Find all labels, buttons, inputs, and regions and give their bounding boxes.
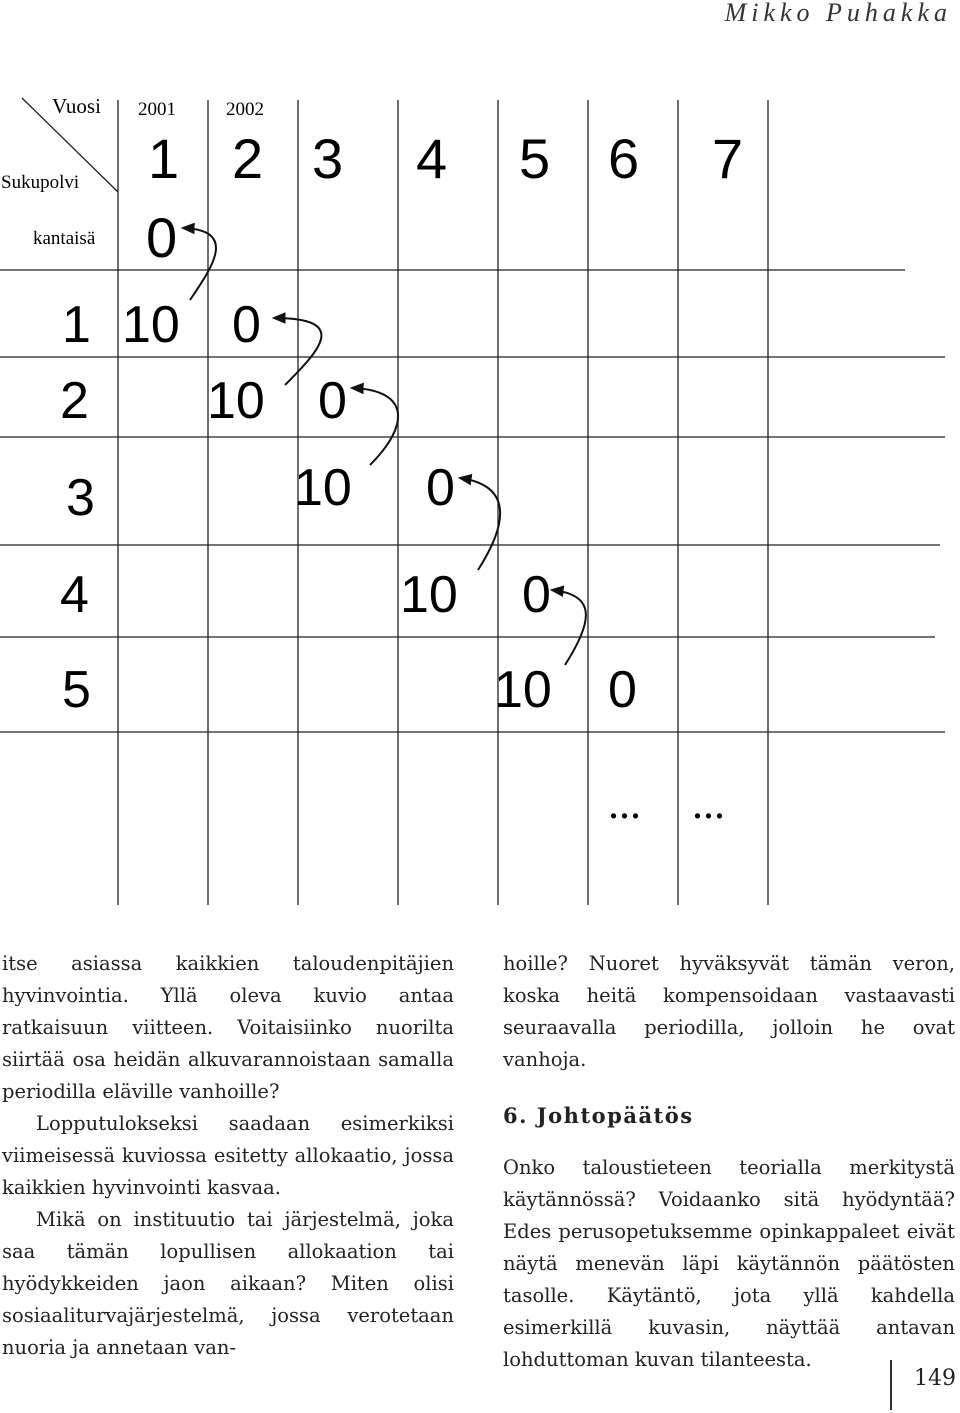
year-label: 2001: [138, 99, 176, 120]
right-column: [503, 948, 955, 1376]
page-number-rule: [890, 1360, 892, 1410]
paragraph: Mikä on instituutio tai järjestelmä, joka saa tämän lopullisen allokaation tai hyödykkeiden jaon aikaan? Miten olisi sosiaaliturvajärjestelmä, jossa verotetaan nuoria ja annetaan van-: [2, 1208, 454, 1359]
generation-label: 2: [60, 372, 89, 430]
ancestor-value: 0: [146, 206, 178, 269]
running-head: Mikko Puhakka: [724, 0, 952, 27]
old-endowment: 0: [522, 566, 551, 624]
paragraph: itse asiassa kaikkien taloudenpitäjien hyvinvointia. Yllä oleva kuvio antaa ratkaisuun viitteen. Voitaisiinko nuorilta siirtää osa heidän alkuvarannoistaan samalla periodilla eläville vanhoille?: [2, 952, 454, 1103]
period-number: 4: [416, 127, 448, 190]
generation-label: 3: [66, 469, 95, 527]
transfer-arrow: [183, 228, 216, 300]
generation-label: 1: [62, 296, 91, 354]
ellipsis: ...: [692, 779, 725, 828]
paragraph: Lopputulokseksi saadaan esimerkiksi viimeisessä kuviossa esitetty allokaatio, jossa kaikkien hyvinvointi kasvaa.: [2, 1112, 454, 1199]
old-endowment: 0: [426, 459, 455, 517]
period-number: 5: [519, 127, 551, 190]
transfer-arrow: [352, 388, 398, 465]
paragraph: Onko taloustieteen teorialla merkitystä käytännössä? Voidaanko sitä hyödyntää? Edes perusopetuksemme opinkappaleet eivät näytä menevän läpi käytännön päätösten tasolle. Käytäntö, jota yllä kahdella esimerkillä kuvasin, näyttää antavan lohduttoman kuvan tilanteesta.: [503, 1156, 955, 1371]
period-number: 7: [712, 127, 744, 190]
paragraph: hoille? Nuoret hyväksyvät tämän veron, koska heitä kompensoidaan vastaavasti seuraavalla periodilla, jolloin he ovat vanhoja.: [503, 952, 955, 1071]
page-number: 149: [914, 1366, 956, 1391]
ellipsis: ...: [608, 779, 641, 828]
left-column: [2, 948, 454, 1364]
transfer-arrow: [552, 590, 586, 665]
year-axis-label: Vuosi: [52, 94, 101, 118]
section-heading: 6. Johtopäätös: [503, 1103, 694, 1128]
generation-label: 5: [62, 661, 91, 719]
young-endowment: 10: [294, 459, 352, 517]
transfer-arrow: [460, 478, 500, 570]
period-number: 2: [232, 127, 264, 190]
period-number: 1: [148, 127, 180, 190]
period-number: 6: [608, 127, 640, 190]
generation-axis-label: Sukupolvi: [1, 172, 80, 193]
young-endowment: 10: [207, 372, 265, 430]
generation-label: 4: [60, 566, 89, 624]
period-numbers: [148, 127, 743, 190]
period-number: 3: [312, 127, 344, 190]
ancestor-row-label: kantaisä: [33, 228, 96, 249]
young-endowment: 10: [494, 661, 552, 719]
old-endowment: 0: [608, 661, 637, 719]
young-endowment: 10: [122, 296, 180, 354]
year-label: 2002: [226, 99, 264, 120]
old-endowment: 0: [318, 372, 347, 430]
old-endowment: 0: [232, 296, 261, 354]
young-endowment: 10: [400, 566, 458, 624]
generation-rows: [60, 296, 637, 719]
ellipsis-marks: [608, 779, 725, 828]
